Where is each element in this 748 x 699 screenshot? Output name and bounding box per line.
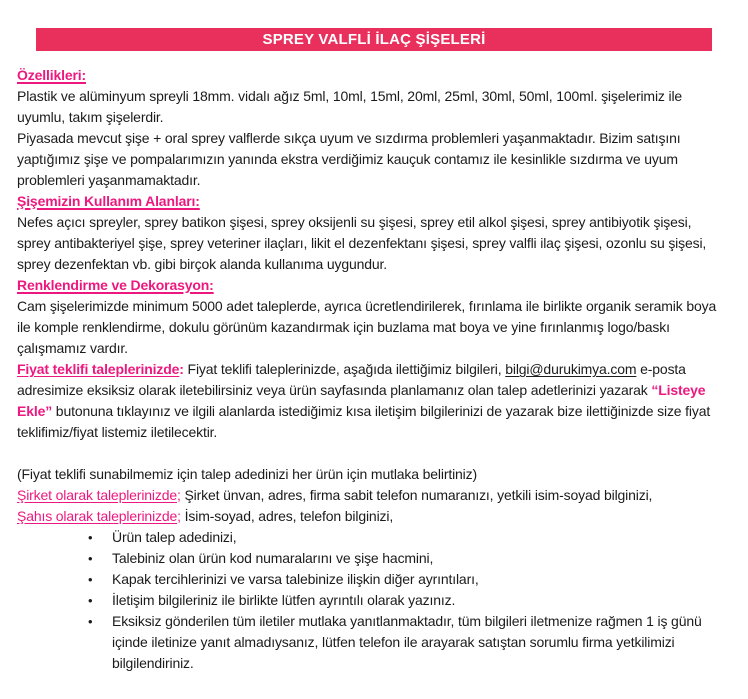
section-heading-usage: [17, 191, 718, 212]
document-body: [0, 51, 748, 674]
company-requests-punct: ;: [177, 487, 181, 503]
list-item: [88, 548, 718, 569]
person-requests-lead: Şahıs olarak taleplerinizde: [17, 508, 178, 524]
list-item-text: Kapak tercihlerinizi ve varsa talebinize ilişkin diğer ayrıntıları,: [112, 571, 479, 587]
paragraph-price-offer: [17, 359, 718, 443]
paragraph-usage-areas: Nefes açıcı spreyler, sprey batikon şişesi, sprey oksijenli su şişesi, sprey etil alkol şişesi, sprey antibiyotik şişesi, sprey antibakteriyel şişe, sprey veteriner ilaçları, likit el dezenfektanı şişesi, sprey valfli ilaç şişesi, ozonlu su şişesi, sprey dezenfektan vb. gibi birçok alanda kullanıma uygundur.: [17, 214, 707, 272]
price-offer-text-3: butonuna tıklayınız ve ilgili alanlarda istediğimiz kısa iletişim bilgilerinizi de yazarak bize ilettiğinizde size fiyat teklifimiz/fiyat listemiz iletilecektir.: [17, 403, 711, 440]
blank-line: [17, 443, 718, 464]
paragraph-features-compat: Plastik ve alüminyum spreyli 18mm. vidalı ağız 5ml, 10ml, 15ml, 20ml, 25ml, 30ml, 50ml, 100ml. şişelerimiz ile uyumlu, takım şişelerdir.: [17, 88, 683, 125]
list-item-text: Eksiksiz gönderilen tüm iletiler mutlaka yanıtlanmaktadır, tüm bilgileri iletmenize rağmen 1 iş günü içinde iletinize yanıt almadıysanız, lütfen telefon ile arayarak satıştan sorumlu firma yetkilimizi bilgilendiriniz.: [112, 613, 702, 671]
price-offer-text-2: e-posta adresimize eksiksiz olarak iletebilirsiniz veya ürün sayfasında planlamanız olan talep adetlerinizi yazarak: [17, 361, 686, 398]
section-heading-decoration-label: Renklendirme ve Dekorasyon:: [17, 277, 214, 293]
company-requests-text: Şirket ünvan, adres, firma sabit telefon numaranızı, yetkili isim-soyad bilginizi,: [180, 487, 653, 503]
page-title: SPREY VALFLİ İLAÇ ŞİŞELERİ: [262, 31, 486, 48]
title-banner: [36, 28, 712, 51]
section-heading-features-label: Özellikleri:: [17, 67, 87, 83]
listeye-ekle-button-label: “Listeye Ekle”: [17, 382, 706, 419]
page: [0, 28, 748, 699]
list-item: [88, 527, 718, 548]
company-requests-lead: Şirket olarak taleplerinizde: [17, 487, 177, 503]
person-requests-punct: ;: [177, 508, 181, 524]
email-link[interactable]: bilgi@durukimya.com: [505, 361, 637, 377]
list-item-text: Ürün talep adedinizi,: [112, 529, 237, 545]
paragraph-company-requests: [17, 485, 718, 506]
price-offer-lead: Fiyat teklifi taleplerinizde: [17, 361, 180, 377]
section-heading-decoration: [17, 275, 718, 296]
person-requests-text: İsim-soyad, adres, telefon bilginizi,: [180, 508, 394, 524]
price-offer-text-1: Fiyat teklifi taleplerinizde, aşağıda ilettiğimiz bilgileri,: [183, 361, 506, 377]
price-offer-colon: :: [179, 361, 184, 377]
list-item-text: İletişim bilgileriniz ile birlikte lütfen ayrıntılı olarak yazınız.: [112, 592, 456, 608]
list-item: [88, 569, 718, 590]
list-item-text: Talebiniz olan ürün kod numaralarını ve şişe hacmini,: [112, 550, 434, 566]
list-item: [88, 590, 718, 611]
section-heading-usage-label: Şişemizin Kullanım Alanları:: [17, 193, 200, 209]
requirements-list: [17, 527, 718, 674]
paragraph-features-sealing: Piyasada mevcut şişe + oral sprey valflerde sıkça uyum ve sızdırma problemleri yaşanmaktadır. Bizim satışını yaptığımız şişe ve pompalarımızın yanında ekstra verdiğimiz kauçuk contamız ile kesinlikle sızdırma ve uyum problemleri yaşanmamaktadır.: [17, 130, 681, 188]
paragraph-person-requests: [17, 506, 718, 527]
paragraph-note: (Fiyat teklifi sunabilmemiz için talep adedinizi her ürün için mutlaka belirtiniz): [17, 466, 478, 482]
section-heading-features: [17, 65, 718, 86]
list-item: [88, 611, 718, 674]
paragraph-decoration: Cam şişelerimizde minimum 5000 adet taleplerde, ayrıca ücretlendirilerek, fırınlama ile birlikte organik seramik boya ile komple renklendirme, dokulu görünüm kazandırmak için buzlama mat boya ve yine fırınlanmış logo/baskı çalışmamız vardır.: [17, 298, 717, 356]
